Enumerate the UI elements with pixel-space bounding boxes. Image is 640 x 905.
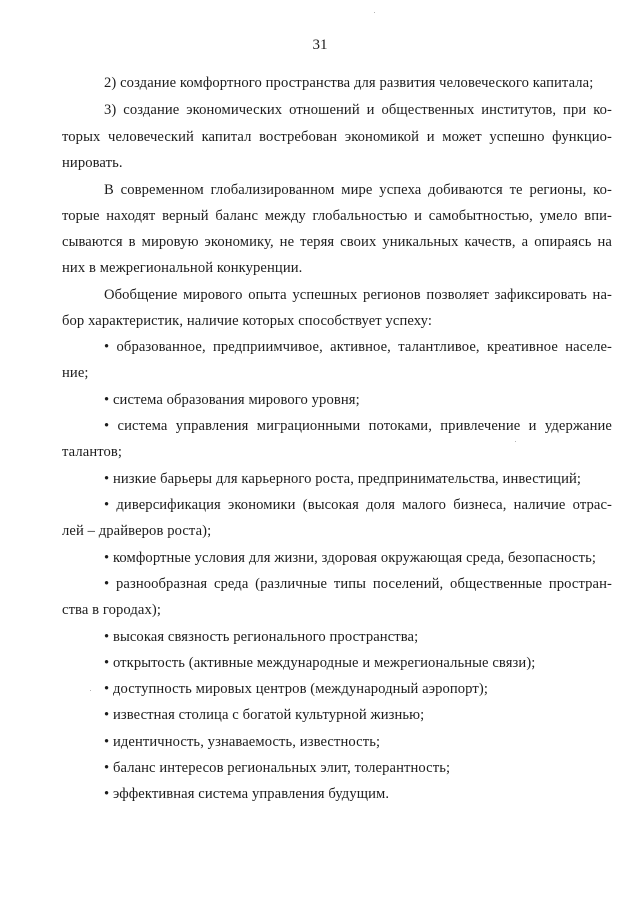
list-item: • образованное, предприимчивое, активное, талантливое, креативное населе-: [104, 339, 612, 355]
list-item: • открытость (активные международные и межрегиональные связи);: [104, 655, 536, 671]
list-item: • известная столица с богатой культурной жизнью;: [104, 707, 425, 723]
text-line: нировать.: [62, 155, 123, 171]
list-item: • высокая связность регионального пространства;: [104, 629, 419, 645]
text-line: торые находят верный баланс между глобальностью и самобытностью, умело впи-: [62, 208, 612, 224]
scan-speck: [374, 12, 375, 13]
list-item: • разнообразная среда (различные типы поселений, общественные простран-: [104, 576, 612, 592]
scan-speck: [515, 441, 516, 442]
text-line: 3) создание экономических отношений и общественных институтов, при ко-: [104, 102, 612, 118]
list-item: • баланс интересов региональных элит, толерантность;: [104, 760, 451, 776]
list-item: • система управления миграционными потоками, привлечение и удержание: [104, 418, 612, 434]
text-line: торых человеческий капитал востребован экономикой и может успешно функцио-: [62, 129, 612, 145]
list-item-continuation: лей – драйверов роста);: [62, 523, 212, 539]
list-item-continuation: ства в городах);: [62, 602, 162, 618]
list-item: • идентичность, узнаваемость, известность;: [104, 734, 381, 750]
text-line: бор характеристик, наличие которых способствует успеху:: [62, 313, 432, 329]
text-line: них в межрегиональной конкуренции.: [62, 260, 303, 276]
text-line: В современном глобализированном мире успеха добиваются те регионы, ко-: [104, 182, 612, 198]
list-item: • эффективная система управления будущим.: [104, 786, 390, 802]
list-item: • низкие барьеры для карьерного роста, предпринимательства, инвестиций;: [104, 471, 582, 487]
text-line: сываются в мировую экономику, не теряя своих уникальных качеств, а опираясь на: [62, 234, 612, 250]
list-item-continuation: ние;: [62, 365, 89, 381]
list-item: • диверсификация экономики (высокая доля малого бизнеса, наличие отрас-: [104, 497, 612, 513]
page-number: 31: [312, 37, 328, 53]
list-item-continuation: талантов;: [62, 444, 123, 460]
list-item: • комфортные условия для жизни, здоровая окружающая среда, безопасность;: [104, 550, 597, 566]
scan-speck: [90, 690, 91, 691]
list-item: • доступность мировых центров (международный аэропорт);: [104, 681, 488, 697]
list-item: • система образования мирового уровня;: [104, 392, 360, 408]
text-line: Обобщение мирового опыта успешных регионов позволяет зафиксировать на-: [104, 287, 612, 303]
text-line: 2) создание комфортного пространства для развития человеческого капитала;: [104, 75, 594, 91]
